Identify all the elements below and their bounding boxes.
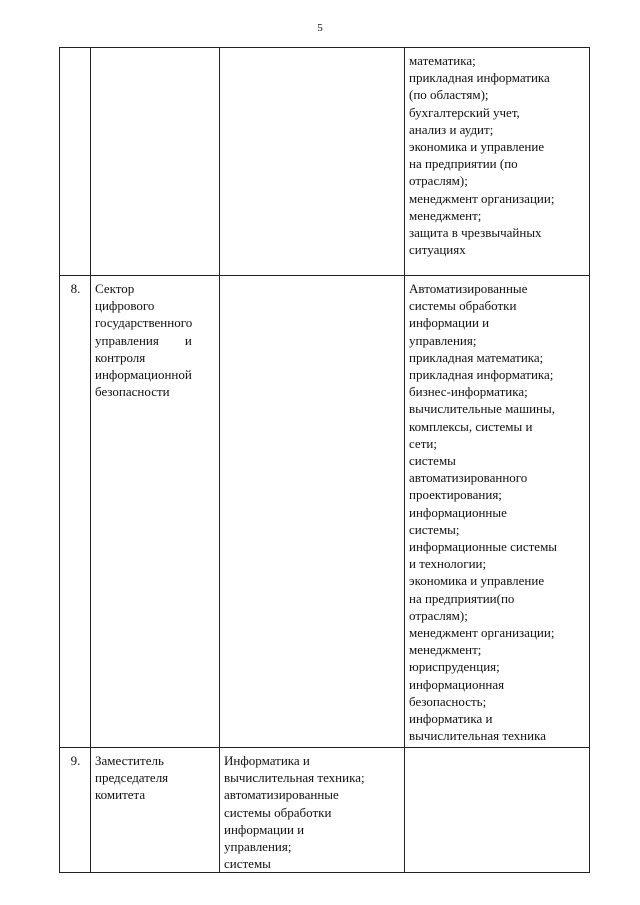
specialty-line: прикладная математика; xyxy=(409,349,544,365)
specialty-line: системы обработки xyxy=(409,298,517,314)
specialty-line: менеджмент; xyxy=(409,207,482,223)
specialty-line: бухгалтерский учет, xyxy=(409,104,520,120)
specialty-line: прикладная информатика xyxy=(409,70,550,86)
education-cell xyxy=(220,748,405,873)
specialty-line: менеджмент организации; xyxy=(409,625,555,641)
table-row xyxy=(60,276,590,748)
unit-line: безопасности xyxy=(95,384,170,400)
education-line: управления; xyxy=(224,839,292,855)
row-number-cell xyxy=(60,48,91,276)
education-line: информации и xyxy=(224,821,305,837)
unit-line: контроля xyxy=(95,349,146,365)
specialty-line: прикладная информатика; xyxy=(409,367,554,383)
specialty-line: менеджмент; xyxy=(409,642,482,658)
specialty-line: ситуациях xyxy=(409,242,466,258)
specialty-line: защита в чрезвычайных xyxy=(409,225,542,241)
row-number-cell: 9. xyxy=(60,748,91,873)
specialty-line: Автоматизированные xyxy=(409,281,528,296)
education-line: автоматизированные xyxy=(224,787,339,803)
specialty-line: проектирования; xyxy=(409,487,502,503)
specialty-line: экономика и управление xyxy=(409,139,545,155)
specialty-line: на предприятии (по xyxy=(409,156,518,172)
specialty-line: сети; xyxy=(409,435,437,451)
unit-line: управления и xyxy=(95,332,192,348)
specialty-line: на предприятии(по xyxy=(409,590,515,606)
specialty-line: и технологии; xyxy=(409,556,487,572)
specialty-line: анализ и аудит; xyxy=(409,121,494,137)
unit-line: государственного xyxy=(95,315,193,331)
specialty-line: комплексы, системы и xyxy=(409,418,533,434)
unit-cell xyxy=(91,48,220,276)
specialty-line: экономика и управление xyxy=(409,573,545,589)
specialty-line: отраслям); xyxy=(409,173,468,189)
unit-cell xyxy=(91,276,220,748)
requirements-table xyxy=(59,47,590,873)
specialty-line: информационная xyxy=(409,676,505,692)
table-row xyxy=(60,48,590,276)
specialty-line: информационные xyxy=(409,504,507,520)
unit-line: информационной xyxy=(95,367,192,383)
page-number: 5 xyxy=(317,22,323,34)
specialty-line: информации и xyxy=(409,315,490,331)
unit-line: Сектор xyxy=(95,281,135,296)
specialty-line: управления; xyxy=(409,332,477,348)
unit-line: Заместитель xyxy=(95,753,164,768)
specialty-line: автоматизированного xyxy=(409,470,528,486)
specialty-line: безопасность; xyxy=(409,693,487,709)
specialties-cell xyxy=(405,276,590,748)
specialties-cell xyxy=(405,748,590,873)
specialty-line: менеджмент организации; xyxy=(409,190,555,206)
specialty-line: вычислительные машины, xyxy=(409,401,555,417)
education-line: вычислительная техника; xyxy=(224,770,365,786)
specialty-line: вычислительная техника xyxy=(409,728,546,744)
specialties-cell xyxy=(405,48,590,276)
unit-line: цифрового xyxy=(95,298,155,314)
education-line: системы xyxy=(224,856,271,872)
specialty-line: бизнес-информатика; xyxy=(409,384,528,400)
specialty-line: информационные системы xyxy=(409,539,558,555)
education-line: системы обработки xyxy=(224,804,332,820)
specialty-line: отраслям); xyxy=(409,607,468,623)
specialty-line: системы xyxy=(409,453,456,469)
unit-line: председателя xyxy=(95,770,169,786)
specialty-line: юриспруденция; xyxy=(409,659,500,675)
specialty-line: (по областям); xyxy=(409,87,489,103)
table-row xyxy=(60,748,590,873)
specialty-line: системы; xyxy=(409,521,460,537)
specialty-line: математика; xyxy=(409,53,476,68)
education-line: Информатика и xyxy=(224,753,310,768)
unit-cell xyxy=(91,748,220,873)
education-cell xyxy=(220,48,405,276)
specialty-line: информатика и xyxy=(409,711,493,727)
education-cell xyxy=(220,276,405,748)
row-number-cell: 8. xyxy=(60,276,91,748)
unit-line: комитета xyxy=(95,787,146,803)
